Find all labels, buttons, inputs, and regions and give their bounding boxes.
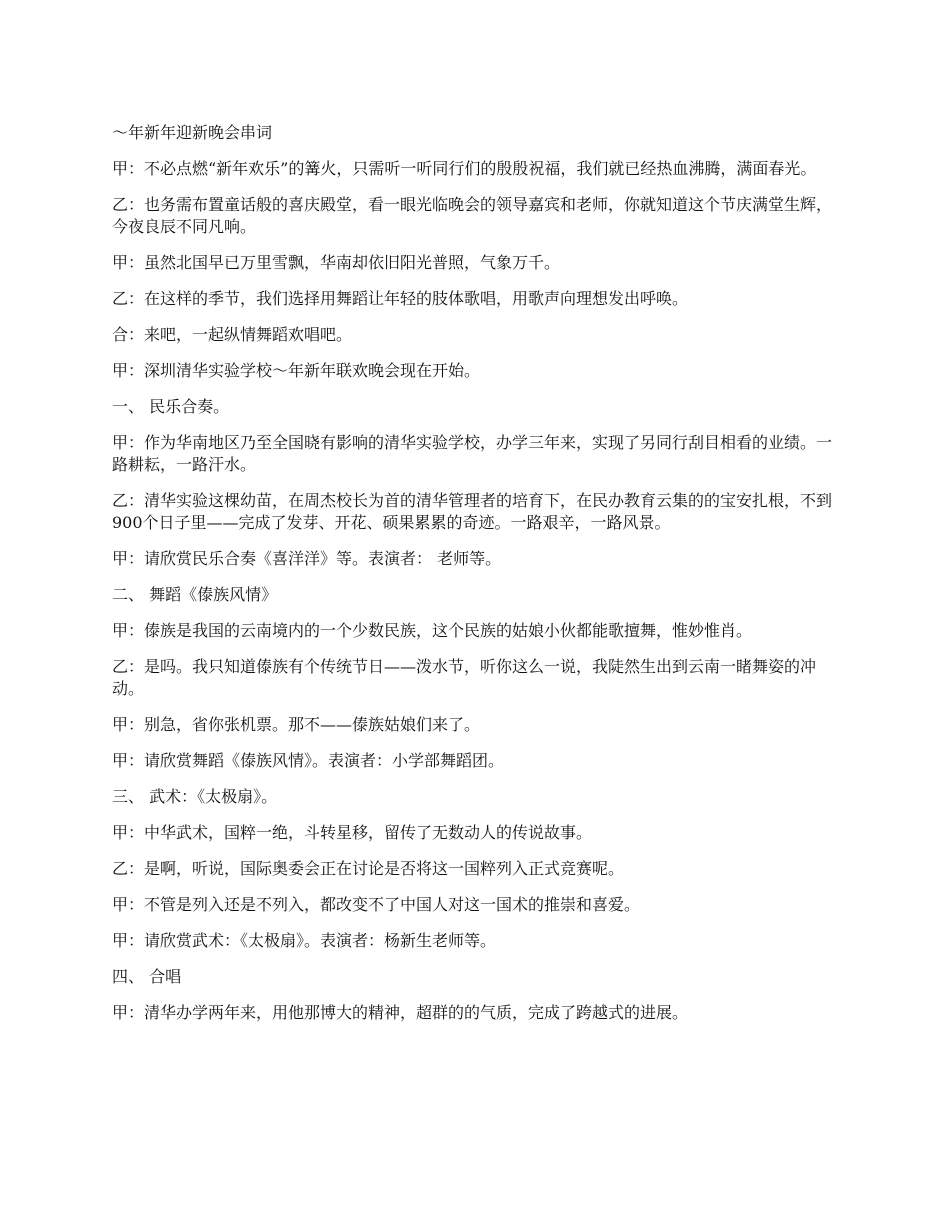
paragraph: 乙：是吗。我只知道傣族有个传统节日——泼水节，听你这么一说，我陡然生出到云南一睹舞姿的冲动。 [112,657,817,698]
paragraph: 甲：不管是列入还是不列入，都改变不了中国人对这一国术的推崇和喜爱。 [112,895,641,914]
paragraph: 乙：清华实验这棵幼苗，在周杰校长为首的清华管理者的培育下，在民办教育云集的的宝安扎根，不到900个日子里——完成了发芽、开花、硕果累累的奇迹。一路艰辛，一路风景。 [112,491,833,532]
paragraph: 乙：是啊，听说，国际奥委会正在讨论是否将这一国粹列入正式竞赛呢。 [112,859,625,878]
paragraph: 合：来吧，一起纵情舞蹈欢唱吧。 [112,325,353,344]
section-heading: 四、 合唱 [112,967,182,986]
paragraph: 甲：虽然北国早已万里雪飘，华南却依旧阳光普照，气象万千。 [112,253,561,272]
paragraph: 甲：傣族是我国的云南境内的一个少数民族，这个民族的姑娘小伙都能歌擅舞，惟妙惟肖。 [112,621,753,640]
paragraph: 甲：清华办学两年来，用他那博大的精神，超群的的气质，完成了跨越式的进展。 [112,1003,689,1022]
section-heading: 二、 舞蹈《傣族风情》 [112,585,278,604]
document-body [112,122,840,1038]
paragraph: 甲：中华武术，国粹一绝，斗转星移，留传了无数动人的传说故事。 [112,823,593,842]
paragraph: 甲：请欣赏民乐合奏《喜洋洋》等。表演者： 老师等。 [112,549,502,568]
paragraph: 甲：深圳清华实验学校～年新年联欢晚会现在开始。 [112,361,481,380]
paragraph: 甲：请欣赏舞蹈《傣族风情》。表演者：小学部舞蹈团。 [112,751,505,770]
section-heading: 三、 武术：《太极扇》。 [112,787,278,806]
document-title: ～年新年迎新晚会串词 [112,123,273,142]
paragraph: 甲：请欣赏武术：《太极扇》。表演者：杨新生老师等。 [112,931,497,950]
paragraph: 甲：作为华南地区乃至全国晓有影响的清华实验学校，办学三年来，实现了另同行刮目相看的业绩。一路耕耘，一路汗水。 [112,433,833,474]
paragraph: 甲：不必点燃“新年欢乐”的篝火，只需听一听同行们的殷殷祝福，我们就已经热血沸腾，满面春光。 [112,159,817,178]
paragraph: 甲：别急，省你张机票。那不——傣族姑娘们来了。 [112,715,481,734]
paragraph: 乙：也务需布置童话般的喜庆殿堂，看一眼光临晚会的领导嘉宾和老师，你就知道这个节庆满堂生辉，今夜良辰不同凡响。 [112,195,833,236]
paragraph: 乙：在这样的季节，我们选择用舞蹈让年轻的肢体歌唱，用歌声向理想发出呼唤。 [112,289,689,308]
section-heading: 一、 民乐合奏。 [112,397,230,416]
